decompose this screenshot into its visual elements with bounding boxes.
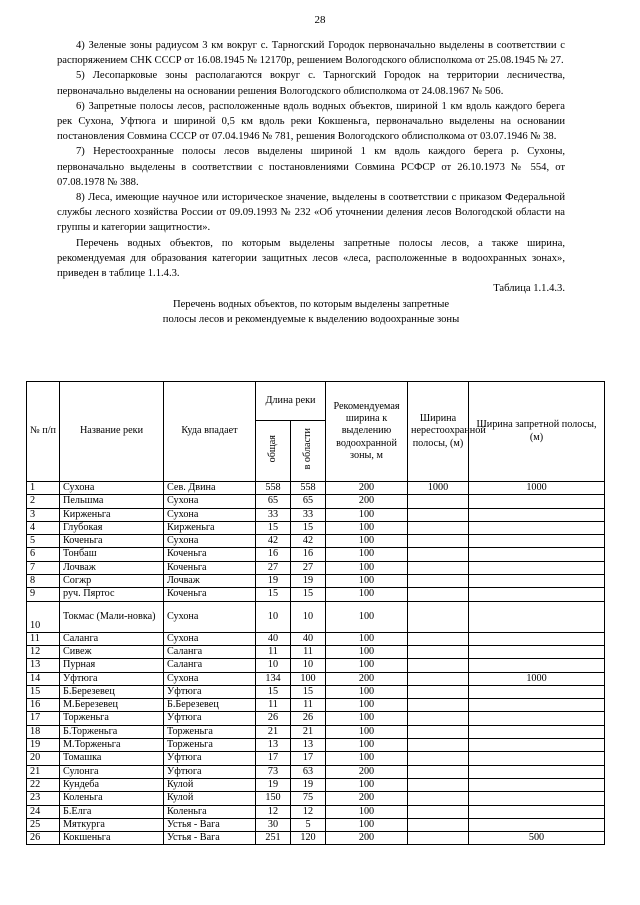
cell-spawning: [408, 535, 469, 548]
table-title-line-2: полосы лесов и рекомендуемые к выделению водоохранные зоны: [162, 314, 460, 326]
cell-flows-into: Кирженьга: [164, 521, 256, 534]
cell-water-zone: 100: [326, 548, 408, 561]
paragraph-7: 7) Нерестоохранные полосы лесов выделены шириной 1 км вдоль каждого берега р. Сухоны, первоначально выделены в соответствии с постановлениями Совмина РСФСР от 26.10.1973 № 554, от 07.08.1978 № 388.: [57, 146, 565, 188]
cell-num: 23: [27, 792, 60, 805]
cell-length-region: 42: [291, 535, 326, 548]
cell-length-region: 558: [291, 482, 326, 495]
cell-spawning: [408, 645, 469, 658]
table-row: [27, 548, 605, 561]
cell-spawning: [408, 659, 469, 672]
cell-length-region: 63: [291, 765, 326, 778]
cell-restricted: [469, 561, 605, 574]
cell-restricted: [469, 535, 605, 548]
cell-length-region: 15: [291, 521, 326, 534]
cell-water-zone: 100: [326, 632, 408, 645]
table-row: [27, 601, 605, 632]
table-row: [27, 588, 605, 601]
cell-num: 25: [27, 818, 60, 831]
cell-num: 11: [27, 632, 60, 645]
cell-flows-into: Уфтюга: [164, 712, 256, 725]
paragraph-water-objects: Перечень водных объектов, по которым выделены запретные полосы лесов, а также ширина, рекомендуемая для образования категории защитных лесов «леса, расположенные в водоохранных зонах», приведен в таблице 1.1.4.3.: [57, 237, 565, 280]
cell-river-name: Сухона: [60, 482, 164, 495]
cell-restricted: [469, 632, 605, 645]
table-row: [27, 645, 605, 658]
cell-flows-into: Коченьга: [164, 588, 256, 601]
cell-flows-into: Коленьга: [164, 805, 256, 818]
cell-length-total: 26: [256, 712, 291, 725]
cell-num: 20: [27, 752, 60, 765]
cell-restricted: [469, 765, 605, 778]
cell-flows-into: Коченьга: [164, 561, 256, 574]
table-row: [27, 778, 605, 791]
cell-num: 14: [27, 672, 60, 685]
cell-restricted: [469, 725, 605, 738]
cell-flows-into: Саланга: [164, 659, 256, 672]
table-row: [27, 521, 605, 534]
cell-restricted: 500: [469, 832, 605, 845]
header-spawning-width: Ширина нерестоохранной полосы, (м): [408, 382, 469, 482]
cell-flows-into: Уфтюга: [164, 685, 256, 698]
cell-spawning: [408, 601, 469, 632]
cell-length-region: 12: [291, 805, 326, 818]
cell-water-zone: 100: [326, 508, 408, 521]
cell-spawning: [408, 495, 469, 508]
cell-spawning: [408, 712, 469, 725]
cell-water-zone: 100: [326, 561, 408, 574]
cell-river-name: Кокшеньга: [60, 832, 164, 845]
cell-river-name: Мяткурга: [60, 818, 164, 831]
cell-length-total: 10: [256, 659, 291, 672]
cell-length-region: 5: [291, 818, 326, 831]
cell-restricted: [469, 818, 605, 831]
cell-water-zone: 200: [326, 792, 408, 805]
cell-length-total: 11: [256, 645, 291, 658]
cell-restricted: [469, 588, 605, 601]
cell-restricted: [469, 685, 605, 698]
cell-river-name: Б.Березевец: [60, 685, 164, 698]
cell-flows-into: Сев. Двина: [164, 482, 256, 495]
cell-length-total: 42: [256, 535, 291, 548]
cell-water-zone: 100: [326, 805, 408, 818]
paragraph-6: 6) Запретные полосы лесов, расположенные вдоль водных объектов, шириной 1 км вдоль каждого берега рек Сухона, Уфтюга и шириной 0,5 км вдоль реки Кокшеньга, первоначально выделены на основании постановления Совмина СССР от 07.04.1946 № 781, решения Вологодского облисполкома от 03.07.1946 № 38.: [57, 100, 565, 143]
cell-water-zone: 100: [326, 778, 408, 791]
cell-restricted: 1000: [469, 672, 605, 685]
cell-length-region: 11: [291, 699, 326, 712]
cell-length-total: 150: [256, 792, 291, 805]
cell-water-zone: 100: [326, 588, 408, 601]
cell-spawning: [408, 632, 469, 645]
cell-flows-into: Б.Березевец: [164, 699, 256, 712]
cell-length-total: 251: [256, 832, 291, 845]
cell-num: 9: [27, 588, 60, 601]
header-river-name: Название реки: [60, 382, 164, 482]
cell-river-name: Лочваж: [60, 561, 164, 574]
cell-num: 15: [27, 685, 60, 698]
table-row: [27, 561, 605, 574]
cell-restricted: [469, 712, 605, 725]
cell-length-region: 33: [291, 508, 326, 521]
cell-spawning: [408, 672, 469, 685]
cell-length-total: 16: [256, 548, 291, 561]
table-row: [27, 712, 605, 725]
cell-length-region: 17: [291, 752, 326, 765]
cell-water-zone: 200: [326, 482, 408, 495]
table-title: [57, 297, 565, 327]
cell-num: 18: [27, 725, 60, 738]
cell-restricted: [469, 645, 605, 658]
cell-spawning: 1000: [408, 482, 469, 495]
cell-num: 2: [27, 495, 60, 508]
table-row: [27, 495, 605, 508]
cell-water-zone: 100: [326, 575, 408, 588]
table-row: [27, 805, 605, 818]
header-length-total-text: общая: [266, 435, 278, 463]
cell-spawning: [408, 521, 469, 534]
cell-river-name: Саланга: [60, 632, 164, 645]
cell-river-name: Кундеба: [60, 778, 164, 791]
header-length-region: [291, 421, 326, 482]
cell-restricted: [469, 659, 605, 672]
cell-water-zone: 100: [326, 739, 408, 752]
cell-flows-into: Торженьга: [164, 739, 256, 752]
cell-num: 24: [27, 805, 60, 818]
cell-flows-into: Уфтюга: [164, 752, 256, 765]
cell-spawning: [408, 725, 469, 738]
cell-restricted: [469, 508, 605, 521]
cell-length-total: 134: [256, 672, 291, 685]
cell-spawning: [408, 752, 469, 765]
table-title-line-1: Перечень водных объектов, по которым выделены запретные: [172, 299, 450, 311]
cell-water-zone: 200: [326, 832, 408, 845]
cell-restricted: [469, 805, 605, 818]
cell-length-region: 11: [291, 645, 326, 658]
cell-num: 16: [27, 699, 60, 712]
cell-length-total: 558: [256, 482, 291, 495]
table-row: [27, 575, 605, 588]
cell-restricted: [469, 699, 605, 712]
cell-length-region: 19: [291, 575, 326, 588]
cell-spawning: [408, 818, 469, 831]
cell-length-region: 19: [291, 778, 326, 791]
rivers-table: [26, 381, 605, 845]
cell-spawning: [408, 778, 469, 791]
cell-spawning: [408, 508, 469, 521]
cell-length-total: 40: [256, 632, 291, 645]
cell-length-total: 10: [256, 601, 291, 632]
cell-water-zone: 200: [326, 672, 408, 685]
cell-spawning: [408, 685, 469, 698]
cell-restricted: [469, 575, 605, 588]
table-row: [27, 632, 605, 645]
cell-length-region: 21: [291, 725, 326, 738]
cell-restricted: [469, 792, 605, 805]
cell-river-name: Пурная: [60, 659, 164, 672]
cell-num: 22: [27, 778, 60, 791]
cell-water-zone: 100: [326, 659, 408, 672]
cell-length-total: 30: [256, 818, 291, 831]
cell-length-region: 75: [291, 792, 326, 805]
header-river-length: Длина реки: [256, 382, 326, 421]
cell-length-total: 19: [256, 575, 291, 588]
cell-flows-into: Сухона: [164, 601, 256, 632]
cell-num: 12: [27, 645, 60, 658]
cell-num: 13: [27, 659, 60, 672]
cell-length-region: 27: [291, 561, 326, 574]
header-num: № п/п: [27, 382, 60, 482]
cell-flows-into: Сухона: [164, 495, 256, 508]
cell-length-total: 65: [256, 495, 291, 508]
cell-water-zone: 100: [326, 712, 408, 725]
paragraph-5: 5) Лесопарковые зоны располагаются вокруг с. Тарногский Городок на территории лесничества, первоначально выделены на основании решения Вологодского облисполкома от 24.08.1967 № 506.: [57, 70, 565, 97]
cell-length-region: 15: [291, 588, 326, 601]
cell-length-region: 26: [291, 712, 326, 725]
cell-length-total: 17: [256, 752, 291, 765]
cell-length-total: 15: [256, 685, 291, 698]
cell-water-zone: 200: [326, 765, 408, 778]
table-row: [27, 659, 605, 672]
cell-spawning: [408, 588, 469, 601]
cell-spawning: [408, 699, 469, 712]
table-row: [27, 535, 605, 548]
cell-river-name: руч. Пяртос: [60, 588, 164, 601]
cell-flows-into: Сухона: [164, 632, 256, 645]
cell-water-zone: 100: [326, 752, 408, 765]
cell-length-total: 73: [256, 765, 291, 778]
paragraph-8: 8) Леса, имеющие научное или историческое значение, выделены в соответствии с приказом Федеральной службы лесного хозяйства России от 09.09.1993 № 232 «Об уточнении деления лесов Вологодской области на группы и категории защитности».: [57, 192, 565, 234]
cell-length-region: 100: [291, 672, 326, 685]
cell-spawning: [408, 832, 469, 845]
cell-water-zone: 100: [326, 601, 408, 632]
table-row: [27, 672, 605, 685]
cell-length-region: 16: [291, 548, 326, 561]
cell-river-name: Глубокая: [60, 521, 164, 534]
cell-flows-into: Саланга: [164, 645, 256, 658]
table-row: [27, 508, 605, 521]
cell-water-zone: 200: [326, 495, 408, 508]
header-water-zone-width: Рекомендуемая ширина к выделению водоохранной зоны, м: [326, 382, 408, 482]
table-row: [27, 792, 605, 805]
cell-river-name: Тонбаш: [60, 548, 164, 561]
table-row: [27, 765, 605, 778]
cell-num: 26: [27, 832, 60, 845]
cell-water-zone: 100: [326, 645, 408, 658]
cell-length-region: 120: [291, 832, 326, 845]
cell-river-name: Торженьга: [60, 712, 164, 725]
cell-num: 7: [27, 561, 60, 574]
cell-restricted: [469, 495, 605, 508]
cell-restricted: [469, 601, 605, 632]
cell-num: 5: [27, 535, 60, 548]
cell-flows-into: Сухона: [164, 535, 256, 548]
cell-restricted: [469, 548, 605, 561]
cell-spawning: [408, 548, 469, 561]
table-caption: Таблица 1.1.4.3.: [493, 283, 565, 295]
paragraph-4: 4) Зеленые зоны радиусом 3 км вокруг с. Тарногский Городок первоначально выделены в соответствии с распоряжением СНК СССР от 16.08.1945 № 12170р, решением Вологодского облисполкома от 25.08.1945 № 27.: [57, 40, 565, 67]
cell-flows-into: Уфтюга: [164, 765, 256, 778]
cell-flows-into: Лочваж: [164, 575, 256, 588]
cell-water-zone: 100: [326, 521, 408, 534]
cell-river-name: Пельшма: [60, 495, 164, 508]
table-row: [27, 725, 605, 738]
header-length-total: [256, 421, 291, 482]
table-row: [27, 482, 605, 495]
cell-spawning: [408, 765, 469, 778]
cell-num: 19: [27, 739, 60, 752]
cell-length-total: 33: [256, 508, 291, 521]
cell-length-total: 15: [256, 588, 291, 601]
cell-water-zone: 100: [326, 818, 408, 831]
cell-num: 3: [27, 508, 60, 521]
cell-num: 17: [27, 712, 60, 725]
header-restricted-width: Ширина запретной полосы, (м): [469, 382, 605, 482]
cell-water-zone: 100: [326, 725, 408, 738]
cell-num: 1: [27, 482, 60, 495]
cell-river-name: Б.Торженьга: [60, 725, 164, 738]
header-flows-into: Куда впадает: [164, 382, 256, 482]
cell-length-region: 10: [291, 659, 326, 672]
cell-spawning: [408, 561, 469, 574]
cell-river-name: Сулонга: [60, 765, 164, 778]
cell-river-name: Коленьга: [60, 792, 164, 805]
cell-flows-into: Устья - Вага: [164, 818, 256, 831]
cell-water-zone: 100: [326, 535, 408, 548]
cell-river-name: Кирженьга: [60, 508, 164, 521]
cell-length-total: 12: [256, 805, 291, 818]
cell-flows-into: Сухона: [164, 508, 256, 521]
table-row: [27, 739, 605, 752]
cell-length-total: 27: [256, 561, 291, 574]
cell-flows-into: Кулой: [164, 792, 256, 805]
cell-length-region: 40: [291, 632, 326, 645]
cell-num: 4: [27, 521, 60, 534]
cell-spawning: [408, 739, 469, 752]
table-row: [27, 699, 605, 712]
table-row: [27, 818, 605, 831]
cell-restricted: 1000: [469, 482, 605, 495]
cell-num: 10: [27, 601, 60, 632]
cell-river-name: Уфтюга: [60, 672, 164, 685]
cell-spawning: [408, 805, 469, 818]
rivers-table-body: [27, 482, 605, 845]
cell-num: 8: [27, 575, 60, 588]
cell-length-total: 13: [256, 739, 291, 752]
cell-length-total: 15: [256, 521, 291, 534]
body-text: [57, 38, 565, 327]
cell-num: 6: [27, 548, 60, 561]
cell-water-zone: 100: [326, 699, 408, 712]
cell-river-name: Коченьга: [60, 535, 164, 548]
cell-flows-into: Кулой: [164, 778, 256, 791]
cell-length-region: 13: [291, 739, 326, 752]
cell-length-region: 15: [291, 685, 326, 698]
cell-spawning: [408, 792, 469, 805]
table-row: [27, 685, 605, 698]
cell-river-name: М.Березевец: [60, 699, 164, 712]
cell-flows-into: Сухона: [164, 672, 256, 685]
cell-river-name: Томашка: [60, 752, 164, 765]
cell-restricted: [469, 521, 605, 534]
cell-restricted: [469, 752, 605, 765]
cell-length-total: 11: [256, 699, 291, 712]
cell-water-zone: 100: [326, 685, 408, 698]
cell-length-total: 21: [256, 725, 291, 738]
cell-river-name: Б.Елга: [60, 805, 164, 818]
cell-num: 21: [27, 765, 60, 778]
cell-flows-into: Устья - Вага: [164, 832, 256, 845]
cell-flows-into: Торженьга: [164, 725, 256, 738]
cell-spawning: [408, 575, 469, 588]
cell-river-name: Согжр: [60, 575, 164, 588]
cell-river-name: Токмас (Мали-новка): [60, 601, 164, 632]
cell-restricted: [469, 778, 605, 791]
table-row: [27, 832, 605, 845]
cell-flows-into: Коченьга: [164, 548, 256, 561]
cell-restricted: [469, 739, 605, 752]
cell-river-name: Сивеж: [60, 645, 164, 658]
cell-length-region: 10: [291, 601, 326, 632]
page-number: 28: [314, 14, 326, 26]
cell-length-region: 65: [291, 495, 326, 508]
cell-length-total: 19: [256, 778, 291, 791]
cell-river-name: М.Торженьга: [60, 739, 164, 752]
header-length-region-text: в области: [301, 428, 313, 470]
table-row: [27, 752, 605, 765]
